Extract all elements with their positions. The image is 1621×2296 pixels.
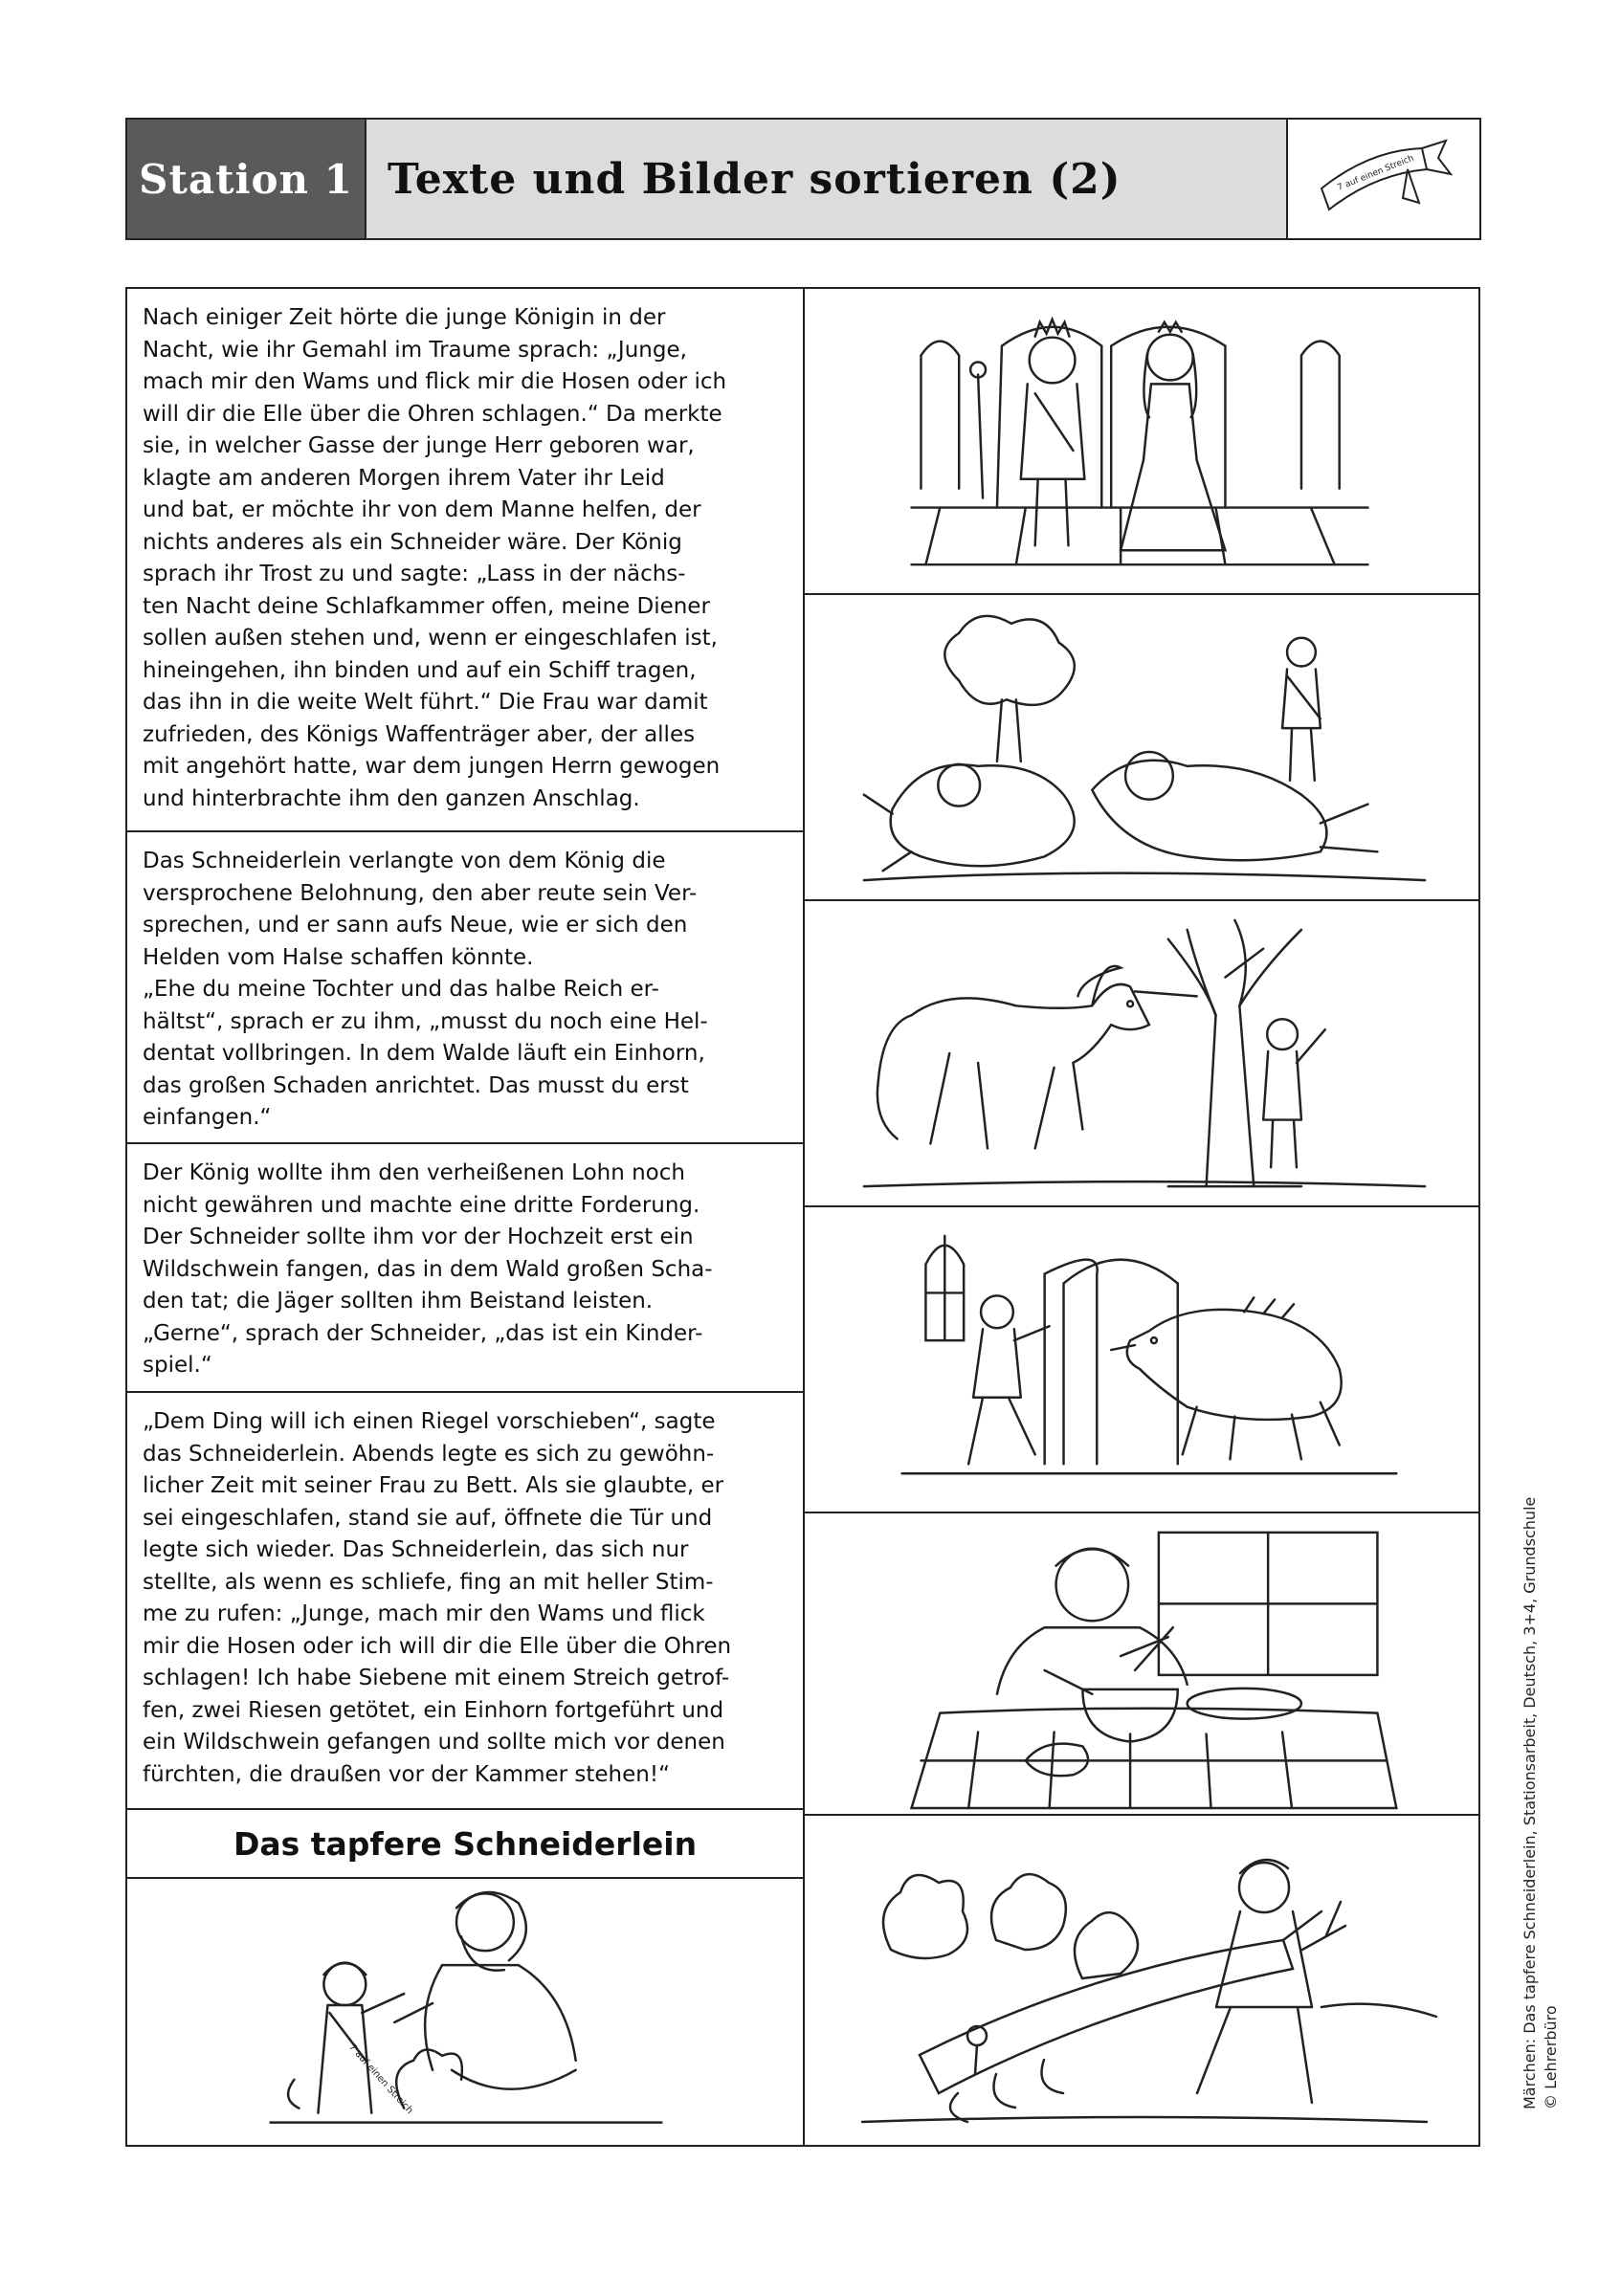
- header-bar: [125, 118, 1481, 240]
- story-title: Das tapfere Schneiderlein: [127, 1810, 805, 1879]
- text-card-3: [127, 1144, 805, 1393]
- tailor-sash-text: 7 auf einen Streich: [346, 2042, 415, 2116]
- sorting-grid: [125, 287, 1480, 2147]
- picture-boar-chapel: [805, 1207, 1478, 1513]
- picture-unicorn-tree: [805, 901, 1478, 1207]
- text-card-2-content: Das Schneiderlein verlangte von dem König die versprochene Belohnung, den aber reute sein Ver- sprechen, und er sann aufs Neue, wie er sich den Helden vom Halse schaffen könnte. „Ehe du meine Tochter und das halbe Reich er- hältst“, sprach er zu ihm, „musst du noch eine Hel- dentat vollbringen. In dem Walde läuft ein Einhorn, das großen Schaden anrichtet. Das musst du erst einfangen.“: [143, 849, 708, 1130]
- giant-tree-illustration: [805, 1816, 1478, 2145]
- king-queen-throne-illustration: [805, 289, 1478, 593]
- text-card-4-content: „Dem Ding will ich einen Riegel vorschieben“, sagte das Schneiderlein. Abends legte es sich zu gewöhn- licher Zeit mit seiner Frau zu Bett. Als sie glaubte, er sei eingeschlafen, stand sie auf, öffnete die Tür und legte sich wieder. Das Schneiderlein, das sich nur stellte, als wenn es schliefe, fing an mit heller Stim- me zu rufen: „Junge, mach mir den Wams und flick mir die Hosen oder ich will dir die Elle über die Ohren schlagen! Ich habe Siebene mit einem Streich getrof- fen, zwei Riesen getötet, ein Einhorn fortgeführt und ein Wildschwein gefangen und sollte mich vor denen fürchten, die draußen vor der Kammer stehen!“: [143, 1409, 732, 1787]
- text-card-4: [127, 1393, 805, 1810]
- station-label: Station 1: [127, 120, 366, 238]
- text-card-2: [127, 832, 805, 1144]
- credit-line-1: Märchen: Das tapfere Schneiderlein, Stationsarbeit, Deutsch, 3+4, Grundschule: [1521, 1496, 1539, 2109]
- side-credit: [1520, 1497, 1562, 2109]
- tailor-at-table-illustration: [805, 1513, 1478, 1814]
- sash-logo-text: 7 auf einen Streich: [1336, 153, 1416, 193]
- boar-chapel-illustration: [805, 1207, 1478, 1512]
- tailor-giant-illustration: [127, 1879, 803, 2145]
- picture-tailor-at-table: [805, 1513, 1478, 1816]
- page-title: Texte und Bilder sortieren (2): [366, 120, 1288, 238]
- sleeping-giants-illustration: [805, 595, 1478, 899]
- sash-logo-icon: [1312, 131, 1455, 227]
- picture-king-queen-throne: [805, 289, 1478, 595]
- text-card-1: [127, 289, 805, 832]
- sash-logo: [1288, 120, 1479, 238]
- picture-tailor-giant: [127, 1879, 805, 2145]
- text-card-3-content: Der König wollte ihm den verheißenen Lohn noch nicht gewähren und machte eine dritte Forderung. Der Schneider sollte ihm vor der Hochzeit erst ein Wildschwein fangen, das in dem Wald großen Scha- den tat; die Jäger sollten ihm Beistand leisten. „Gerne“, sprach der Schneider, „das ist ein Kinder- spiel.“: [143, 1160, 713, 1378]
- credit-line-2: © Lehrerbüro: [1542, 2005, 1560, 2109]
- text-card-1-content: Nach einiger Zeit hörte die junge Königin in der Nacht, wie ihr Gemahl im Traume sprach: „Junge, mach mir den Wams und flick mir die Hosen oder ich will dir die Elle über die Ohren schlagen.“ Da merkte sie, in welcher Gasse der junge Herr geboren war, klagte am anderen Morgen ihrem Vater ihr Leid und bat, er möchte ihr von dem Manne helfen, der nichts anderes als ein Schneider wäre. Der König sprach ihr Trost zu und sagte: „Lass in der nächs- ten Nacht deine Schlafkammer offen, meine Diener sollen außen stehen und, wenn er eingeschlafen ist, hineingehen, ihn binden und auf ein Schiff tragen, das ihn in die weite Welt führt.“ Die Frau war damit zufrieden, des Königs Waffenträger aber, der alles mit angehört hatte, war dem jungen Herrn gewogen und hinterbrachte ihm den ganzen Anschlag.: [143, 305, 727, 811]
- unicorn-tree-illustration: [805, 901, 1478, 1205]
- picture-sleeping-giants: [805, 595, 1478, 901]
- picture-giant-tree: [805, 1816, 1478, 2145]
